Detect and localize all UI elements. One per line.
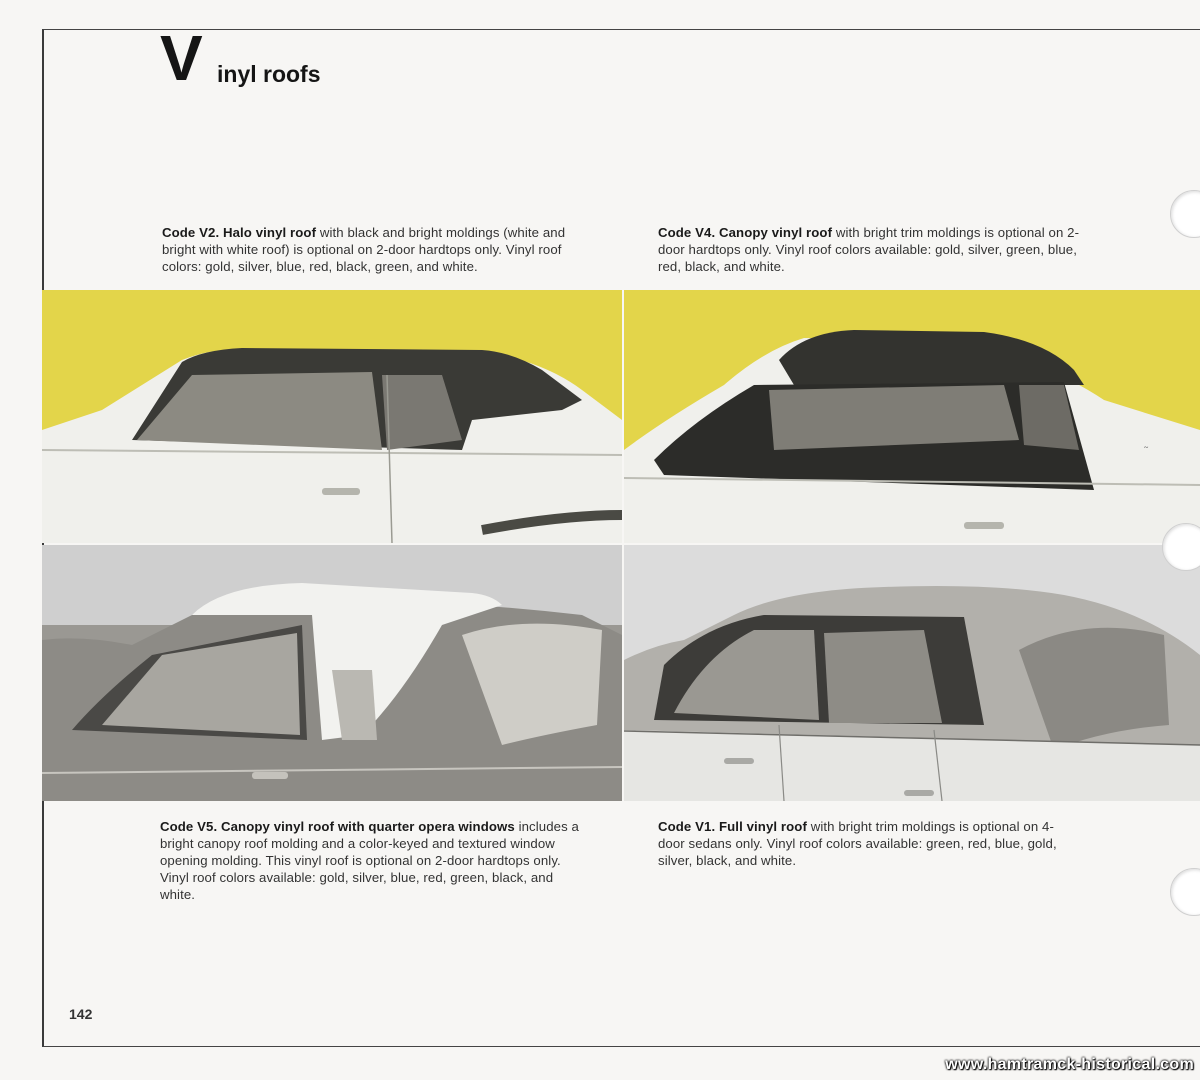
caption-v2-text: with black and bright moldings (white and bright with white roof) is optional on 2-door hardtops only. Vinyl roof colors: gold, silver, blue, red, black, green, and white. xyxy=(162,225,566,274)
caption-v5-code: Code V5. Canopy vinyl roof with quarter opera windows xyxy=(160,819,515,834)
caption-v1-text: with bright trim moldings is optional on 4-door sedans only. Vinyl roof colors available: green, red, blue, gold, silver, black, and white. xyxy=(658,819,1057,868)
caption-v5 xyxy=(160,818,580,903)
caption-v4 xyxy=(658,224,1088,275)
caption-v2 xyxy=(162,224,582,275)
caption-v5-text: includes a bright canopy roof molding and a color-keyed and textured window opening molding. This vinyl roof is optional on 2-door hardtops only. Vinyl roof colors available: gold, silver, blue, red, green, black, and white. xyxy=(160,819,579,902)
photo-v2-halo-roof xyxy=(42,290,622,543)
svg-text:~: ~ xyxy=(1144,443,1149,452)
photo-v4-canopy-roof xyxy=(624,290,1200,543)
photo-v5-opera-window-roof xyxy=(42,545,622,801)
watermark: www.hamtramck-historical.com xyxy=(945,1056,1194,1073)
title-text: inyl roofs xyxy=(217,61,321,87)
photo-v1-full-vinyl-roof xyxy=(624,545,1200,801)
caption-v4-text: with bright trim moldings is optional on 2-door hardtops only. Vinyl roof colors available: gold, silver, green, blue, red, black, and white. xyxy=(658,225,1080,274)
caption-v1 xyxy=(658,818,1078,869)
caption-v1-code: Code V1. Full vinyl roof xyxy=(658,819,807,834)
caption-v4-code: Code V4. Canopy vinyl roof xyxy=(658,225,833,240)
page-title xyxy=(160,22,321,94)
caption-v2-code: Code V2. Halo vinyl roof xyxy=(162,225,317,240)
page-number: 142 xyxy=(69,1006,93,1022)
title-initial: V xyxy=(160,22,201,94)
